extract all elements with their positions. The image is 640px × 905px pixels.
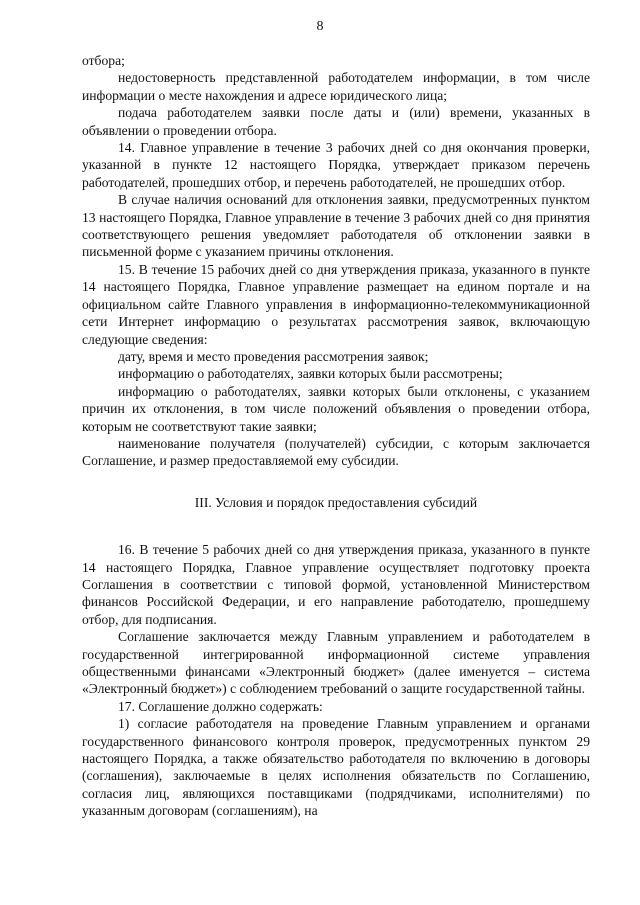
paragraph: наименование получателя (получателей) субсидии, с которым заключается Соглашение, и размер предоставляемой ему субсидии. (82, 435, 590, 469)
paragraph: недостоверность представленной работодателем информации, в том числе информации о месте нахождения и адресе юридического лица; (82, 70, 590, 103)
document-body (82, 52, 590, 820)
paragraph: информацию о работодателях, заявки которых были отклонены, с указанием причин их отклонения, в том числе положений объявления о проведении отбора, которым не соответствуют такие заявки; (82, 383, 590, 434)
paragraph: 1) согласие работодателя на проведение Главным управлением и органами государственного финансового контроля проверок, предусмотренных пунктом 29 настоящего Порядка, а также обязательство работодателя по включению в договоры (соглашения), заключаемые в целях исполнения обязательств по Соглашению, согласия лиц, являющихся поставщиками (подрядчиками, исполнителями) по указанным договорам (соглашениям), на (82, 716, 590, 819)
paragraph: 14. Главное управление в течение 3 рабочих дней со дня окончания проверки, указанной в пункте 12 настоящего Порядка, утверждает приказом перечень работодателей, прошедших отбор, и перечень работодателей, не прошедших отбор. (82, 140, 590, 190)
paragraph: информацию о работодателях, заявки которых были рассмотрены; (118, 366, 503, 382)
paragraph: подача работодателем заявки после даты и (или) времени, указанных в объявлении о проведении отбора. (82, 105, 590, 138)
paragraph: 15. В течение 15 рабочих дней со дня утверждения приказа, указанного в пункте 14 настоящего Порядка, Главное управление размещает на едином портале и на официальном сайте Главного управления в информационно-телекоммуникационной сети Интернет информацию о результатах рассмотрения заявок, включающую следующие сведения: (82, 261, 590, 347)
section-heading: III. Условия и порядок предоставления субсидий (194, 494, 478, 510)
paragraph: В случае наличия оснований для отклонения заявки, предусмотренных пунктом 13 настоящего Порядка, Главное управление в течение 3 рабочих дней со дня принятия соответствующего решения уведомляет работодателя об отклонении заявки в письменной форме с указанием причины отклонения. (82, 192, 590, 260)
page-number: 8 (316, 19, 324, 34)
paragraph: Соглашение заключается между Главным управлением и работодателем в государственной интегрированной информационной системе управления общественными финансами «Электронный бюджет» (далее именуется – система «Электронный бюджет») с соблюдением требований о защите государственной тайны. (82, 629, 590, 697)
paragraph: 16. В течение 5 рабочих дней со дня утверждения приказа, указанного в пункте 14 настоящего Порядка, Главное управление осуществляет подготовку проекта Соглашения в соответствии с типовой формой, установленной Министерством финансов Российской Федерации, и его направление работодателю, прошедшему отбор, для подписания. (82, 542, 590, 627)
paragraph: отбора; (82, 53, 125, 68)
paragraph: дату, время и место проведения рассмотрения заявок; (118, 348, 429, 364)
paragraph: 17. Соглашение должно содержать: (118, 698, 323, 714)
